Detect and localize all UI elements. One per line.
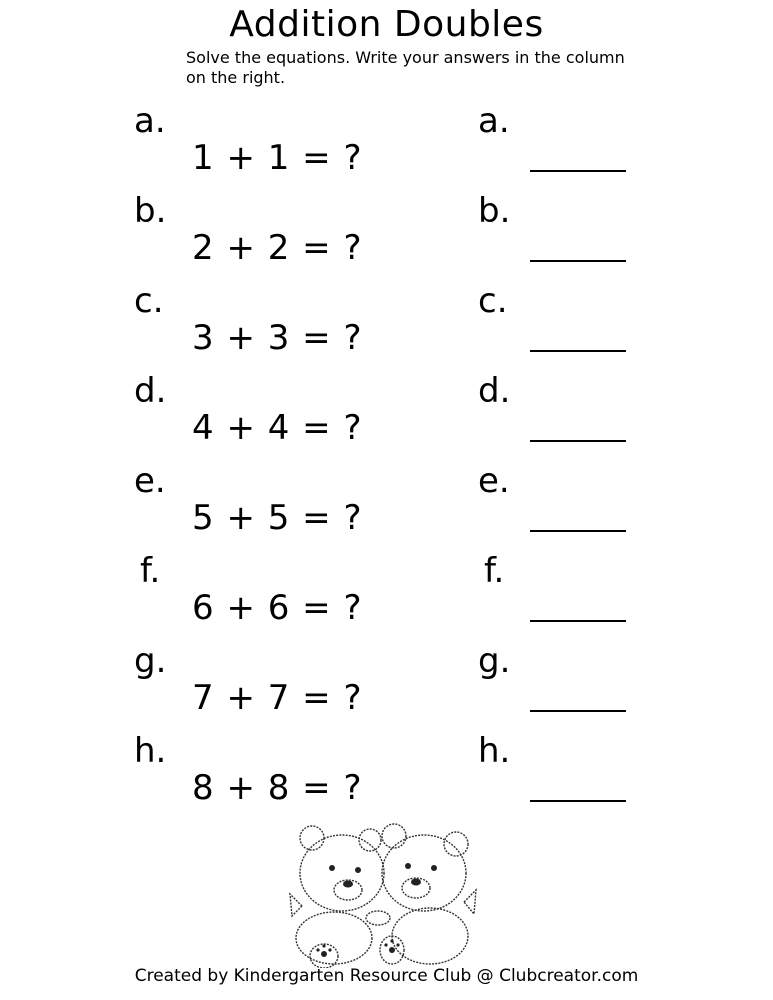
answer-letter: c. — [478, 281, 508, 321]
problem-row-h — [0, 731, 773, 824]
problem-letter: e. — [134, 461, 166, 501]
answer-blank[interactable] — [530, 260, 626, 262]
problem-letter: g. — [134, 641, 167, 681]
problem-row-f — [0, 551, 773, 644]
problem-equation: 7 + 7 = ? — [192, 678, 363, 718]
problem-letter: d. — [134, 371, 167, 411]
answer-letter: h. — [478, 731, 511, 771]
answer-letter: g. — [478, 641, 511, 681]
answer-letter: e. — [478, 461, 510, 501]
problem-letter: b. — [134, 191, 167, 231]
answer-blank[interactable] — [530, 440, 626, 442]
problem-equation: 8 + 8 = ? — [192, 768, 363, 808]
problem-equation: 3 + 3 = ? — [192, 318, 363, 358]
problem-equation: 6 + 6 = ? — [192, 588, 363, 628]
answer-blank[interactable] — [530, 170, 626, 172]
answer-blank[interactable] — [530, 350, 626, 352]
answer-letter: d. — [478, 371, 511, 411]
footer-credit: Created by Kindergarten Resource Club @ Clubcreator.com — [134, 966, 639, 986]
problem-row-d — [0, 371, 773, 464]
problem-equation: 1 + 1 = ? — [192, 138, 363, 178]
problem-row-c — [0, 281, 773, 374]
problem-row-e — [0, 461, 773, 554]
worksheet-title: Addition Doubles — [229, 4, 544, 45]
answer-letter: f. — [484, 551, 505, 591]
problem-equation: 2 + 2 = ? — [192, 228, 363, 268]
problem-equation: 5 + 5 = ? — [192, 498, 363, 538]
answer-blank[interactable] — [530, 620, 626, 622]
problem-letter: a. — [134, 101, 166, 141]
teddy-bears-icon — [282, 818, 482, 968]
answer-letter: a. — [478, 101, 510, 141]
problem-equation: 4 + 4 = ? — [192, 408, 363, 448]
problem-row-b — [0, 191, 773, 284]
instructions-text: Solve the equations. Write your answers in the column on the right. — [186, 48, 625, 87]
answer-blank[interactable] — [530, 800, 626, 802]
problem-letter: c. — [134, 281, 164, 321]
answer-blank[interactable] — [530, 530, 626, 532]
problem-row-a — [0, 101, 773, 194]
answer-blank[interactable] — [530, 710, 626, 712]
problem-letter: f. — [140, 551, 161, 591]
problem-row-g — [0, 641, 773, 734]
answer-letter: b. — [478, 191, 511, 231]
problem-letter: h. — [134, 731, 167, 771]
